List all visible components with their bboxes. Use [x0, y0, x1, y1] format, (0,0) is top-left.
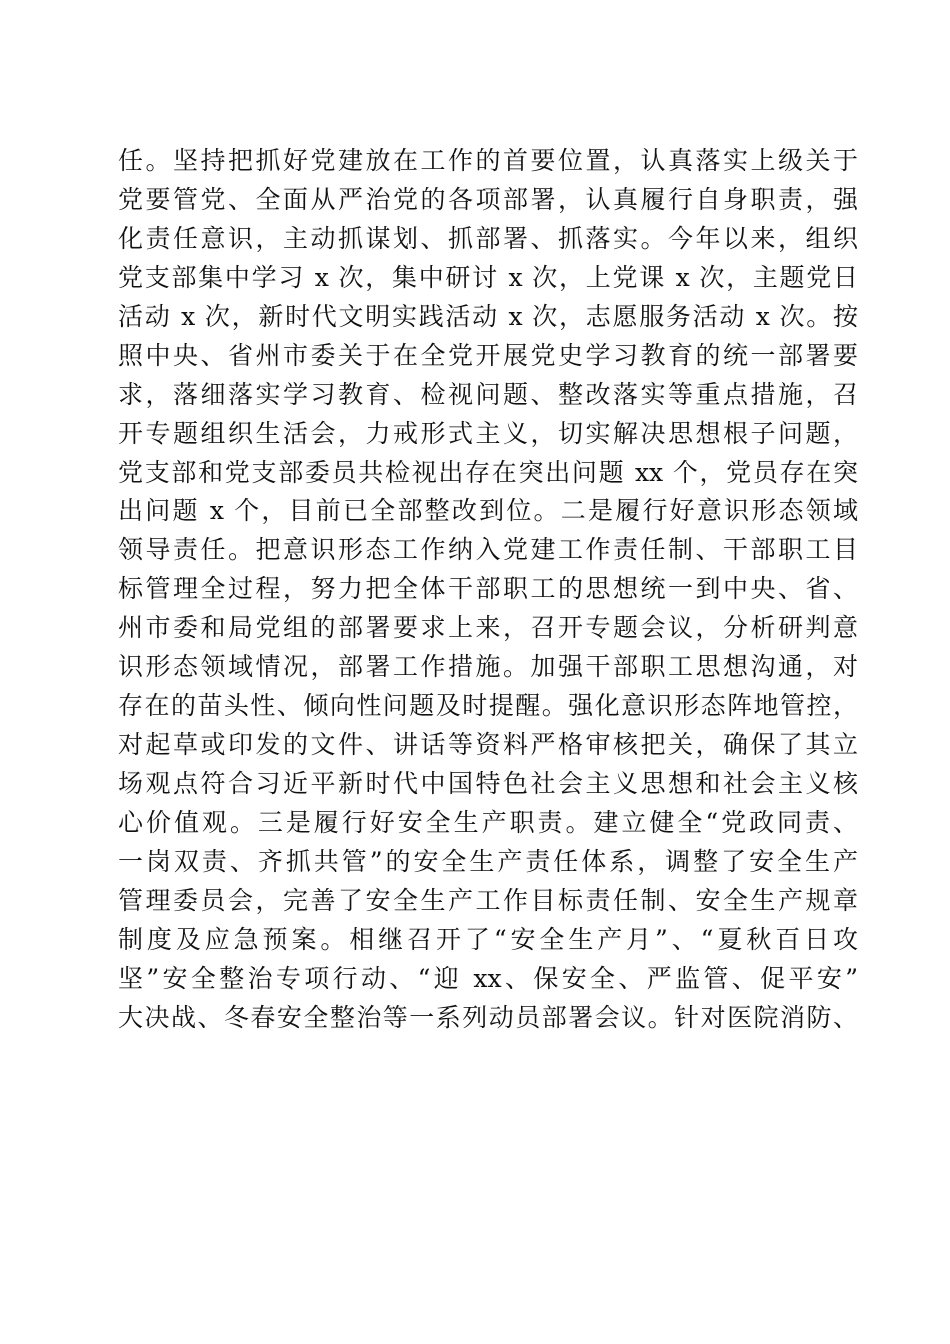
text-line: 大决战、冬春安全整治等一系列动员部署会议。针对医院消防、: [118, 1002, 858, 1032]
text-line: 场观点符合习近平新时代中国特色社会主义思想和社会主义核: [118, 769, 858, 798]
text-line: 开专题组织生活会，力戒形式主义，切实解决思想根子问题，: [118, 418, 858, 448]
text-line: 照中央、省州市委关于在全党开展党史学习教育的统一部署要: [118, 340, 858, 370]
text-line: 活动 x 次，新时代文明实践活动 x 次，志愿服务活动 x 次。按: [118, 301, 858, 331]
text-line: 存在的苗头性、倾向性问题及时提醒。强化意识形态阵地管控，: [118, 691, 858, 721]
text-line: 坚”安全整治专项行动、“迎 xx、保安全、严监管、促平安”: [118, 963, 858, 993]
text-line: 对起草或印发的文件、讲话等资料严格审核把关，确保了其立: [118, 730, 858, 760]
text-line: 识形态领域情况，部署工作措施。加强干部职工思想沟通，对: [118, 652, 858, 682]
body-paragraph: [118, 142, 858, 1038]
text-line: 出问题 x 个，目前已全部整改到位。二是履行好意识形态领域: [118, 496, 858, 526]
text-line: 制度及应急预案。相继召开了“安全生产月”、“夏秋百日攻: [118, 924, 858, 954]
text-line: 一岗双责、齐抓共管”的安全生产责任体系，调整了安全生产: [118, 846, 858, 876]
text-line: 化责任意识，主动抓谋划、抓部署、抓落实。今年以来，组织: [118, 223, 858, 253]
text-line: 党支部和党支部委员共检视出存在突出问题 xx 个，党员存在突: [118, 457, 858, 487]
text-line: 管理委员会，完善了安全生产工作目标责任制、安全生产规章: [118, 885, 858, 915]
text-line: 领导责任。把意识形态工作纳入党建工作责任制、干部职工目: [118, 535, 858, 565]
text-line: 党要管党、全面从严治党的各项部署，认真履行自身职责，强: [118, 184, 858, 214]
text-line: 州市委和局党组的部署要求上来，召开专题会议，分析研判意: [118, 613, 858, 643]
text-line: 心价值观。三是履行好安全生产职责。建立健全“党政同责、: [118, 807, 858, 837]
text-line: 党支部集中学习 x 次，集中研讨 x 次，上党课 x 次，主题党日: [118, 262, 858, 292]
text-line: 任。坚持把抓好党建放在工作的首要位置，认真落实上级关于: [118, 146, 858, 175]
text-line: 标管理全过程，努力把全体干部职工的思想统一到中央、省、: [118, 574, 858, 604]
text-line: 求，落细落实学习教育、检视问题、整改落实等重点措施，召: [118, 379, 858, 409]
